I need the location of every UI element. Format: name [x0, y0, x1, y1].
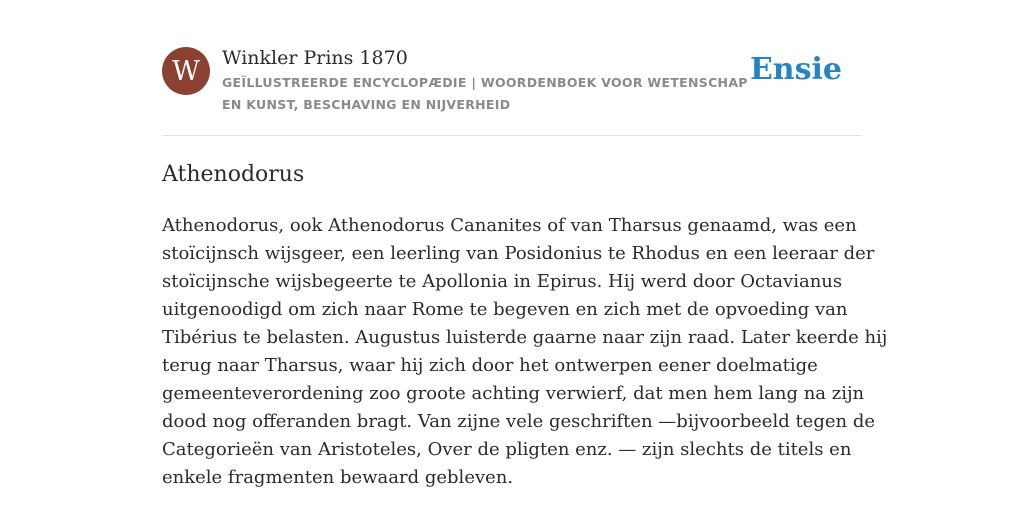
- entry-body-line: Categorieën van Aristoteles, Over de pligten enz. — zijn slechts de titels en: [162, 439, 852, 460]
- entry-body-line: terug naar Tharsus, waar hij zich door het ontwerpen eener doelmatige: [162, 355, 818, 376]
- entry-body-line: Athenodorus, ook Athenodorus Cananites of van Tharsus genaamd, was een: [162, 215, 857, 236]
- entry-body-line: stoïcijnsch wijsgeer, een leerling van Posidonius te Rhodus en een leeraar der: [162, 243, 875, 264]
- source-header: [162, 46, 862, 118]
- entry-body-line: stoïcijnsche wijsbegeerte te Apollonia in Epirus. Hij werd door Octavianus: [162, 271, 843, 292]
- source-avatar[interactable]: [162, 47, 210, 95]
- entry-body-line: Tibérius te belasten. Augustus luisterde gaarne naar zijn raad. Later keerde hij: [162, 327, 888, 348]
- entry-body-line: uitgenoodigd om zich naar Rome te begeven en zich met de opvoeding van: [162, 299, 848, 320]
- header-divider: [162, 135, 862, 136]
- entry-title: Athenodorus: [162, 162, 305, 187]
- avatar-letter: W: [172, 55, 200, 87]
- ensie-logo-link[interactable]: Ensie: [749, 52, 842, 87]
- source-subtitle: GEÏLLUSTREERDE ENCYCLOPÆDIE | WOORDENBOEK VOOR WETENSCHAP EN KUNST, BESCHAVING EN NIJVERHEID: [222, 75, 748, 112]
- entry-body: [162, 212, 888, 492]
- source-title[interactable]: Winkler Prins 1870: [222, 47, 408, 69]
- entry-body-line: enkele fragmenten bewaard gebleven.: [162, 467, 514, 488]
- entry-body-line: dood nog offeranden bragt. Van zijne vele geschriften —bijvoorbeeld tegen de: [162, 411, 875, 432]
- entry-body-line: gemeenteverordening zoo groote achting verwierf, dat men hem lang na zijn: [162, 383, 865, 404]
